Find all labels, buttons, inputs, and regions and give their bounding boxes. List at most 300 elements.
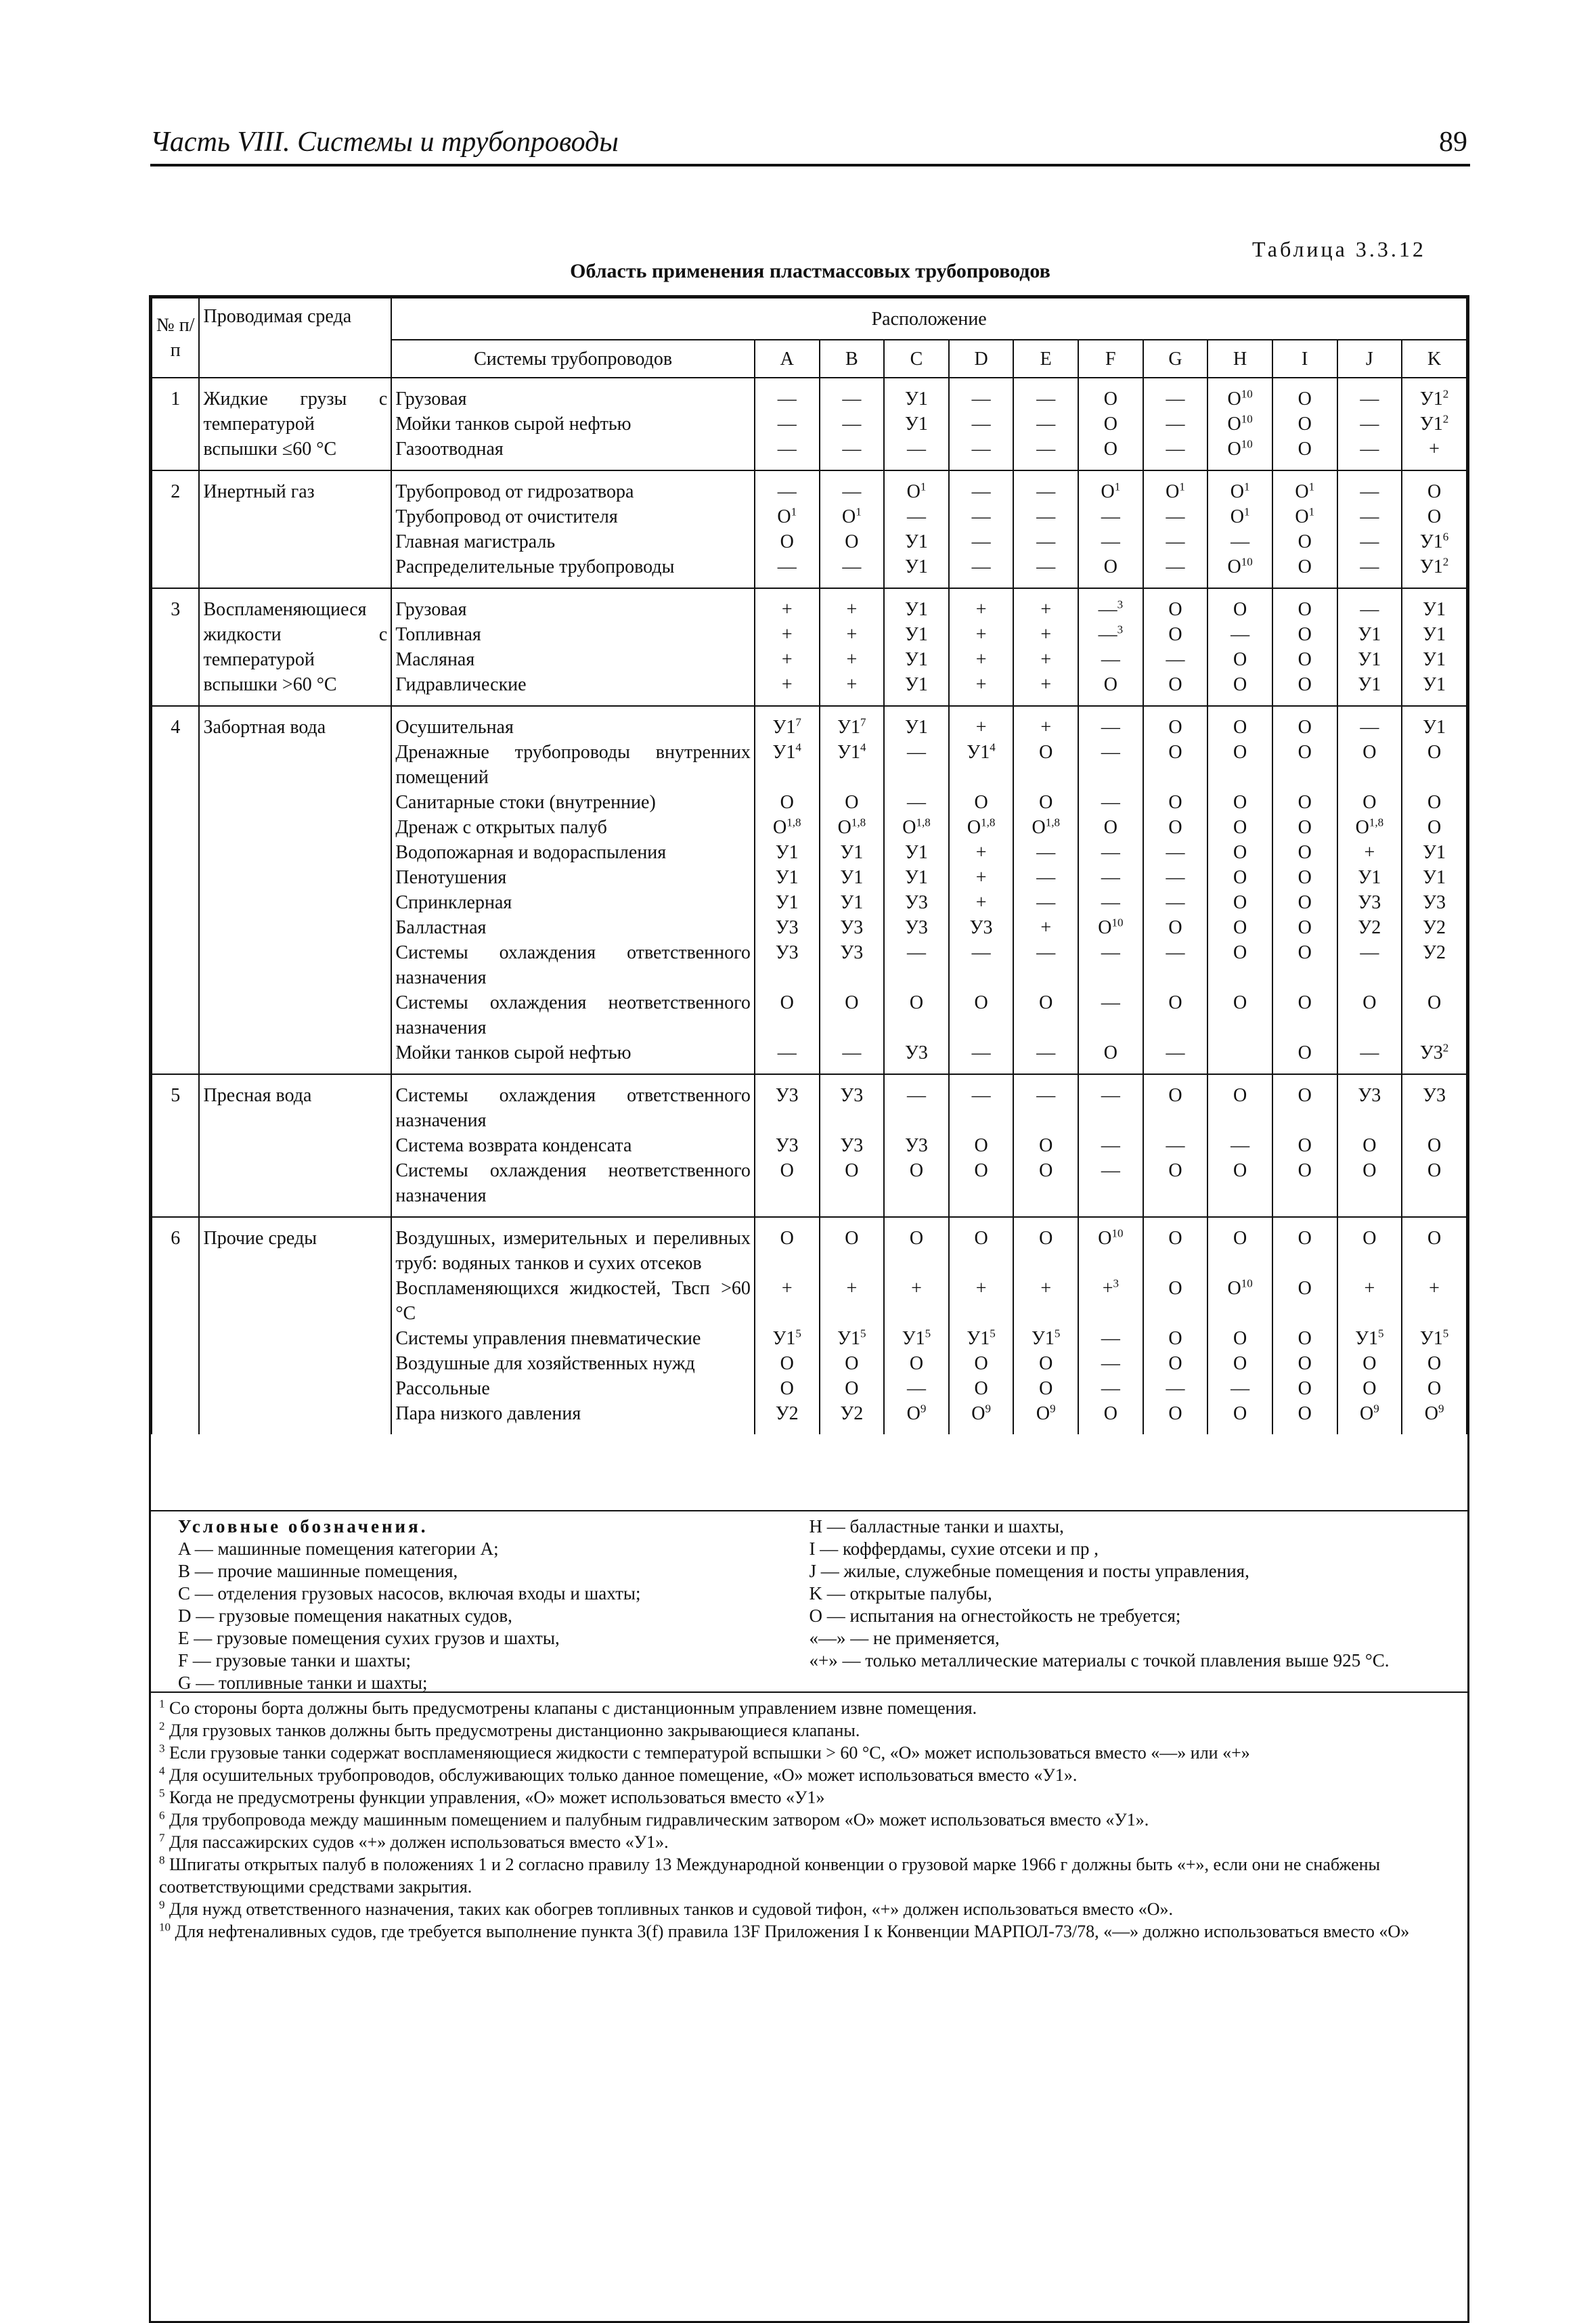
- footnotes: [151, 1691, 1467, 1947]
- cell-g: —: [1143, 865, 1208, 890]
- cell-i: O: [1272, 790, 1337, 815]
- cell-i: O: [1272, 1158, 1337, 1217]
- cell-value: У1: [772, 742, 796, 763]
- cell-value: O: [1101, 481, 1115, 502]
- cell-j: [1337, 815, 1402, 840]
- cell-value: O: [1032, 817, 1046, 838]
- cell-c: У1: [884, 840, 949, 865]
- cell-b: —: [820, 378, 885, 412]
- cell-d: +: [949, 622, 1014, 647]
- cell-c: У3: [884, 915, 949, 940]
- cell-g: —: [1143, 890, 1208, 915]
- cell-value: У1: [837, 742, 860, 763]
- cell-f: —: [1078, 740, 1143, 790]
- cell-b: У3: [820, 1133, 885, 1158]
- cell-b: —: [820, 412, 885, 437]
- cell-value: O: [841, 506, 856, 527]
- cell-f: —: [1078, 647, 1143, 672]
- cell-f: O: [1078, 554, 1143, 588]
- cell-footnote-ref: 1,8: [981, 816, 996, 829]
- group-number: 4: [152, 706, 199, 1074]
- system-name: Системы охлаждения ответственного назначения: [391, 940, 755, 990]
- footnote: [159, 1853, 1459, 1898]
- cell-c: У1: [884, 378, 949, 412]
- cell-k: +: [1402, 1276, 1467, 1326]
- cell-h: [1207, 554, 1272, 588]
- footnote-text: Для нефтеналивных судов, где требуется выполнение пункта 3(f) правила 13F Приложения I к Конвенции МАРПОЛ-73/78, «—» должно использоваться вместо «O»: [175, 1922, 1410, 1941]
- cell-k: У3: [1402, 890, 1467, 915]
- cell-value: У1: [1355, 1328, 1378, 1349]
- cell-b: O: [820, 1217, 885, 1276]
- cell-f: —: [1078, 990, 1143, 1040]
- cell-c: [884, 815, 949, 840]
- system-name: Грузовая: [391, 378, 755, 412]
- cell-b: +: [820, 672, 885, 706]
- cell-footnote-ref: 1: [1179, 480, 1185, 493]
- cell-k: У2: [1402, 915, 1467, 940]
- cell-h: —: [1207, 1376, 1272, 1401]
- system-name: Воспламеняющихся жидкостей, Твсп >60 °С: [391, 1276, 755, 1326]
- cell-i: O: [1272, 890, 1337, 915]
- group-medium: Воспламеняющиеся жидкости с температурой вспышки >60 °С: [199, 588, 391, 706]
- cell-footnote-ref: 1: [1308, 480, 1315, 493]
- cell-footnote-ref: 1: [1243, 505, 1250, 518]
- cell-c: У3: [884, 1133, 949, 1158]
- cell-g: —: [1143, 437, 1208, 470]
- cell-j: —: [1337, 1040, 1402, 1074]
- cell-value: У1: [1032, 1328, 1055, 1349]
- cell-b: —: [820, 437, 885, 470]
- cell-k: O: [1402, 1158, 1467, 1217]
- col-header-location: Расположение: [391, 298, 1467, 340]
- cell-e: O: [1013, 740, 1078, 790]
- cell-value: O: [902, 817, 916, 838]
- cell-d: +: [949, 890, 1014, 915]
- cell-a: —: [755, 470, 820, 504]
- legend-item: B — прочие машинные помещения,: [178, 1561, 458, 1581]
- cell-b: +: [820, 622, 885, 647]
- cell-d: O: [949, 790, 1014, 815]
- group-medium: Забортная вода: [199, 706, 391, 1074]
- cell-value: O: [906, 481, 921, 502]
- cell-a: [755, 504, 820, 529]
- cell-g: O: [1143, 622, 1208, 647]
- cell-g: O: [1143, 915, 1208, 940]
- cell-e: O: [1013, 990, 1078, 1040]
- cell-j: У3: [1337, 890, 1402, 915]
- cell-value: У1: [967, 742, 990, 763]
- cell-footnote-ref: 9: [1050, 1402, 1056, 1415]
- cell-j: O: [1337, 1217, 1402, 1276]
- footnote-text: Для нужд ответственного назначения, таких как обогрев топливных танков и судовой тифон, «+» должен использоваться вместо «O».: [169, 1899, 1173, 1919]
- cell-a: [755, 1326, 820, 1351]
- cell-c: —: [884, 740, 949, 790]
- cell-j: +: [1337, 1276, 1402, 1326]
- system-name: Санитарные стоки (внутренние): [391, 790, 755, 815]
- cell-g: —: [1143, 840, 1208, 865]
- cell-b: У1: [820, 890, 885, 915]
- cell-k: У2: [1402, 940, 1467, 990]
- footnote-number: 7: [159, 1831, 165, 1844]
- cell-h: O: [1207, 1158, 1272, 1217]
- cell-value: O: [967, 817, 981, 838]
- cell-a: У1: [755, 890, 820, 915]
- footnote-text: Когда не предусмотрены функции управления, «O» может использоваться вместо «У1»: [169, 1788, 825, 1807]
- page-number: 89: [1439, 127, 1467, 158]
- cell-b: O: [820, 1351, 885, 1376]
- cell-f: —: [1078, 1326, 1143, 1351]
- cell-k: O: [1402, 1351, 1467, 1376]
- cell-f: —: [1078, 1351, 1143, 1376]
- legend-item: C — отделения грузовых насосов, включая входы и шахты;: [178, 1583, 641, 1603]
- cell-footnote-ref: 3: [1113, 1277, 1119, 1290]
- footnote: [159, 1920, 1459, 1943]
- cell-j: —: [1337, 588, 1402, 622]
- cell-b: У1: [820, 840, 885, 865]
- cell-k: [1402, 378, 1467, 412]
- cell-a: —: [755, 378, 820, 412]
- legend-item: J — жилые, служебные помещения и посты управления,: [809, 1561, 1249, 1581]
- cell-f: —: [1078, 890, 1143, 915]
- col-header-i: I: [1272, 340, 1337, 378]
- cell-footnote-ref: 9: [1373, 1402, 1379, 1415]
- cell-value: У1: [837, 1328, 860, 1349]
- cell-k: O: [1402, 990, 1467, 1040]
- cell-footnote-ref: 1,8: [1045, 816, 1060, 829]
- system-name: Рассольные: [391, 1376, 755, 1401]
- footnote: [159, 1809, 1459, 1831]
- cell-c: O: [884, 1217, 949, 1276]
- cell-value: O: [1098, 917, 1112, 938]
- cell-g: O: [1143, 672, 1208, 706]
- cell-h: [1207, 378, 1272, 412]
- cell-b: +: [820, 647, 885, 672]
- cell-h: [1207, 1276, 1272, 1326]
- cell-footnote-ref: 5: [795, 1327, 801, 1340]
- group-medium: Жидкие грузы с температурой вспышки ≤60 °С: [199, 378, 391, 470]
- cell-k: [1402, 1040, 1467, 1074]
- cell-j: У2: [1337, 915, 1402, 940]
- cell-f: [1078, 915, 1143, 940]
- cell-k: O: [1402, 790, 1467, 815]
- cell-h: O: [1207, 865, 1272, 890]
- cell-value: O: [1166, 481, 1180, 502]
- col-header-c: C: [884, 340, 949, 378]
- cell-j: O: [1337, 740, 1402, 790]
- cell-j: [1337, 1401, 1402, 1434]
- cell-b: +: [820, 588, 885, 622]
- system-name: Системы охлаждения ответственного назначения: [391, 1074, 755, 1133]
- cell-d: —: [949, 504, 1014, 529]
- cell-e: —: [1013, 865, 1078, 890]
- cell-i: O: [1272, 815, 1337, 840]
- cell-e: —: [1013, 470, 1078, 504]
- cell-j: —: [1337, 412, 1402, 437]
- cell-j: У1: [1337, 672, 1402, 706]
- cell-d: —: [949, 378, 1014, 412]
- cell-footnote-ref: 1,8: [916, 816, 931, 829]
- col-header-k: K: [1402, 340, 1467, 378]
- cell-d: O: [949, 990, 1014, 1040]
- cell-value: O: [1295, 506, 1309, 527]
- cell-k: [1402, 554, 1467, 588]
- cell-g: O: [1143, 706, 1208, 740]
- cell-f: O: [1078, 815, 1143, 840]
- footnote: [159, 1831, 1459, 1853]
- cell-d: [949, 815, 1014, 840]
- cell-b: —: [820, 1040, 885, 1074]
- cell-f: —: [1078, 1158, 1143, 1217]
- cell-d: +: [949, 840, 1014, 865]
- cell-value: У1: [837, 717, 860, 738]
- cell-value: O: [837, 817, 851, 838]
- cell-e: —: [1013, 840, 1078, 865]
- cell-c: —: [884, 1074, 949, 1133]
- system-name: Гидравлические: [391, 672, 755, 706]
- cell-value: У1: [1419, 414, 1443, 435]
- cell-i: [1272, 470, 1337, 504]
- legend-title: Условные обозначения.: [178, 1516, 428, 1536]
- cell-value: У1: [772, 1328, 796, 1349]
- cell-g: —: [1143, 554, 1208, 588]
- cell-footnote-ref: 10: [1241, 437, 1253, 451]
- cell-c: У1: [884, 647, 949, 672]
- cell-c: [884, 1326, 949, 1351]
- cell-c: У1: [884, 706, 949, 740]
- group-number: 6: [152, 1217, 199, 1434]
- cell-i: O: [1272, 672, 1337, 706]
- cell-i: O: [1272, 647, 1337, 672]
- cell-e: +: [1013, 672, 1078, 706]
- cell-value: O: [1230, 481, 1244, 502]
- footnote-text: Для пассажирских судов «+» должен использоваться вместо «У1».: [169, 1832, 669, 1852]
- cell-e: +: [1013, 622, 1078, 647]
- cell-k: У1: [1402, 706, 1467, 740]
- cell-a: У1: [755, 840, 820, 865]
- cell-c: [884, 470, 949, 504]
- cell-b: [820, 815, 885, 840]
- cell-k: +: [1402, 437, 1467, 470]
- legend-item: A — машинные помещения категории A;: [178, 1539, 499, 1559]
- cell-j: —: [1337, 554, 1402, 588]
- cell-h: [1207, 437, 1272, 470]
- cell-b: [820, 740, 885, 790]
- cell-b: У3: [820, 915, 885, 940]
- cell-j: +: [1337, 840, 1402, 865]
- cell-a: —: [755, 437, 820, 470]
- cell-e: +: [1013, 588, 1078, 622]
- cell-f: —: [1078, 1376, 1143, 1401]
- cell-c: У1: [884, 529, 949, 554]
- cell-footnote-ref: 5: [1442, 1327, 1449, 1340]
- cell-footnote-ref: 3: [1117, 598, 1124, 611]
- cell-a: У1: [755, 865, 820, 890]
- cell-b: [820, 706, 885, 740]
- cell-h: [1207, 470, 1272, 504]
- cell-i: O: [1272, 412, 1337, 437]
- cell-e: O: [1013, 1158, 1078, 1217]
- cell-i: O: [1272, 1217, 1337, 1276]
- cell-d: —: [949, 1074, 1014, 1133]
- cell-c: O: [884, 1158, 949, 1217]
- cell-i: O: [1272, 915, 1337, 940]
- cell-e: [1013, 1401, 1078, 1434]
- system-name: Пенотушения: [391, 865, 755, 890]
- cell-e: +: [1013, 915, 1078, 940]
- cell-value: У1: [1419, 556, 1443, 577]
- cell-k: O: [1402, 815, 1467, 840]
- cell-k: O: [1402, 1217, 1467, 1276]
- cell-a: —: [755, 1040, 820, 1074]
- cell-e: —: [1013, 437, 1078, 470]
- cell-i: O: [1272, 990, 1337, 1040]
- system-name: Мойки танков сырой нефтью: [391, 412, 755, 437]
- cell-h: [1207, 412, 1272, 437]
- cell-d: [949, 1401, 1014, 1434]
- cell-k: [1402, 529, 1467, 554]
- cell-footnote-ref: 9: [1438, 1402, 1444, 1415]
- cell-h: O: [1207, 706, 1272, 740]
- cell-footnote-ref: 5: [1378, 1327, 1384, 1340]
- cell-g: O: [1143, 588, 1208, 622]
- cell-g: —: [1143, 412, 1208, 437]
- cell-j: У1: [1337, 647, 1402, 672]
- cell-j: —: [1337, 940, 1402, 990]
- cell-footnote-ref: 10: [1241, 412, 1253, 426]
- cell-e: —: [1013, 890, 1078, 915]
- cell-g: O: [1143, 790, 1208, 815]
- cell-d: +: [949, 647, 1014, 672]
- cell-h: [1207, 504, 1272, 529]
- cell-i: O: [1272, 1351, 1337, 1376]
- table-row: [152, 588, 1467, 622]
- cell-h: O: [1207, 1074, 1272, 1133]
- col-header-medium: Проводимая среда: [199, 298, 391, 378]
- footnote-text: Для грузовых танков должны быть предусмотрены дистанционно закрывающиеся клапаны.: [169, 1721, 860, 1740]
- cell-j: —: [1337, 378, 1402, 412]
- system-name: Газоотводная: [391, 437, 755, 470]
- system-name: Осушительная: [391, 706, 755, 740]
- cell-g: —: [1143, 378, 1208, 412]
- cell-c: У1: [884, 554, 949, 588]
- cell-h: O: [1207, 840, 1272, 865]
- system-name: Пара низкого давления: [391, 1401, 755, 1434]
- cell-g: [1143, 470, 1208, 504]
- footnote-text: Для трубопровода между машинным помещением и палубным гидравлическим затвором «O» может использоваться вместо «У1».: [169, 1810, 1149, 1830]
- cell-a: У3: [755, 1074, 820, 1133]
- legend-item: «—» — не применяется,: [809, 1628, 1000, 1648]
- cell-e: +: [1013, 1276, 1078, 1326]
- cell-a: O: [755, 1158, 820, 1217]
- table-frame: [149, 295, 1469, 2323]
- cell-j: —: [1337, 706, 1402, 740]
- system-name: Главная магистраль: [391, 529, 755, 554]
- footnote: [159, 1764, 1459, 1786]
- cell-f: O: [1078, 1040, 1143, 1074]
- cell-footnote-ref: 2: [1442, 387, 1449, 401]
- footnote: [159, 1898, 1459, 1920]
- cell-d: O: [949, 1376, 1014, 1401]
- cell-footnote-ref: 10: [1241, 387, 1253, 401]
- cell-h: —: [1207, 622, 1272, 647]
- cell-a: O: [755, 1351, 820, 1376]
- legend: [151, 1510, 1467, 1694]
- col-header-a: A: [755, 340, 820, 378]
- system-name: Грузовая: [391, 588, 755, 622]
- cell-f: [1078, 1276, 1143, 1326]
- cell-c: —: [884, 437, 949, 470]
- cell-a: У3: [755, 915, 820, 940]
- cell-f: —: [1078, 940, 1143, 990]
- cell-footnote-ref: 1: [856, 505, 862, 518]
- cell-a: У3: [755, 940, 820, 990]
- legend-item: G — топливные танки и шахты;: [178, 1673, 428, 1693]
- cell-h: O: [1207, 1326, 1272, 1351]
- cell-h: O: [1207, 740, 1272, 790]
- cell-g: —: [1143, 940, 1208, 990]
- cell-value: O: [1295, 481, 1309, 502]
- cell-c: У1: [884, 622, 949, 647]
- cell-k: [1402, 1326, 1467, 1351]
- cell-c: O: [884, 1351, 949, 1376]
- system-name: Дренажные трубопроводы внутренних помещений: [391, 740, 755, 790]
- cell-a: O: [755, 990, 820, 1040]
- footnote-number: 6: [159, 1809, 165, 1822]
- page-header: [150, 122, 1470, 167]
- cell-j: У3: [1337, 1074, 1402, 1133]
- cell-footnote-ref: 4: [990, 740, 996, 754]
- cell-footnote-ref: 2: [1442, 1041, 1449, 1055]
- cell-f: —: [1078, 529, 1143, 554]
- cell-a: [755, 706, 820, 740]
- cell-footnote-ref: 5: [860, 1327, 866, 1340]
- cell-e: —: [1013, 554, 1078, 588]
- cell-h: O: [1207, 890, 1272, 915]
- cell-c: O: [884, 990, 949, 1040]
- cell-h: O: [1207, 915, 1272, 940]
- cell-d: —: [949, 940, 1014, 990]
- cell-value: O: [1227, 1278, 1241, 1299]
- cell-h: [1207, 1040, 1272, 1074]
- system-name: Система возврата конденсата: [391, 1133, 755, 1158]
- cell-e: O: [1013, 1133, 1078, 1158]
- cell-h: O: [1207, 588, 1272, 622]
- cell-value: O: [1355, 817, 1369, 838]
- cell-value: —: [1098, 599, 1117, 620]
- cell-f: O: [1078, 672, 1143, 706]
- cell-c: У3: [884, 1040, 949, 1074]
- cell-value: O: [1036, 1403, 1050, 1424]
- cell-d: У3: [949, 915, 1014, 940]
- cell-k: У1: [1402, 865, 1467, 890]
- cell-g: —: [1143, 647, 1208, 672]
- cell-value: O: [1227, 556, 1241, 577]
- application-table: [151, 297, 1467, 1434]
- cell-g: —: [1143, 1040, 1208, 1074]
- cell-f: —: [1078, 865, 1143, 890]
- cell-e: —: [1013, 412, 1078, 437]
- cell-b: O: [820, 790, 885, 815]
- running-title: Часть VIII. Системы и трубопроводы: [150, 127, 619, 158]
- col-header-systems: Системы трубопроводов: [391, 340, 755, 378]
- group-number: 2: [152, 470, 199, 588]
- table-row: [152, 470, 1467, 504]
- group-medium: Прочие среды: [199, 1217, 391, 1434]
- cell-g: —: [1143, 529, 1208, 554]
- cell-footnote-ref: 1: [1243, 480, 1250, 493]
- cell-a: +: [755, 647, 820, 672]
- cell-g: O: [1143, 815, 1208, 840]
